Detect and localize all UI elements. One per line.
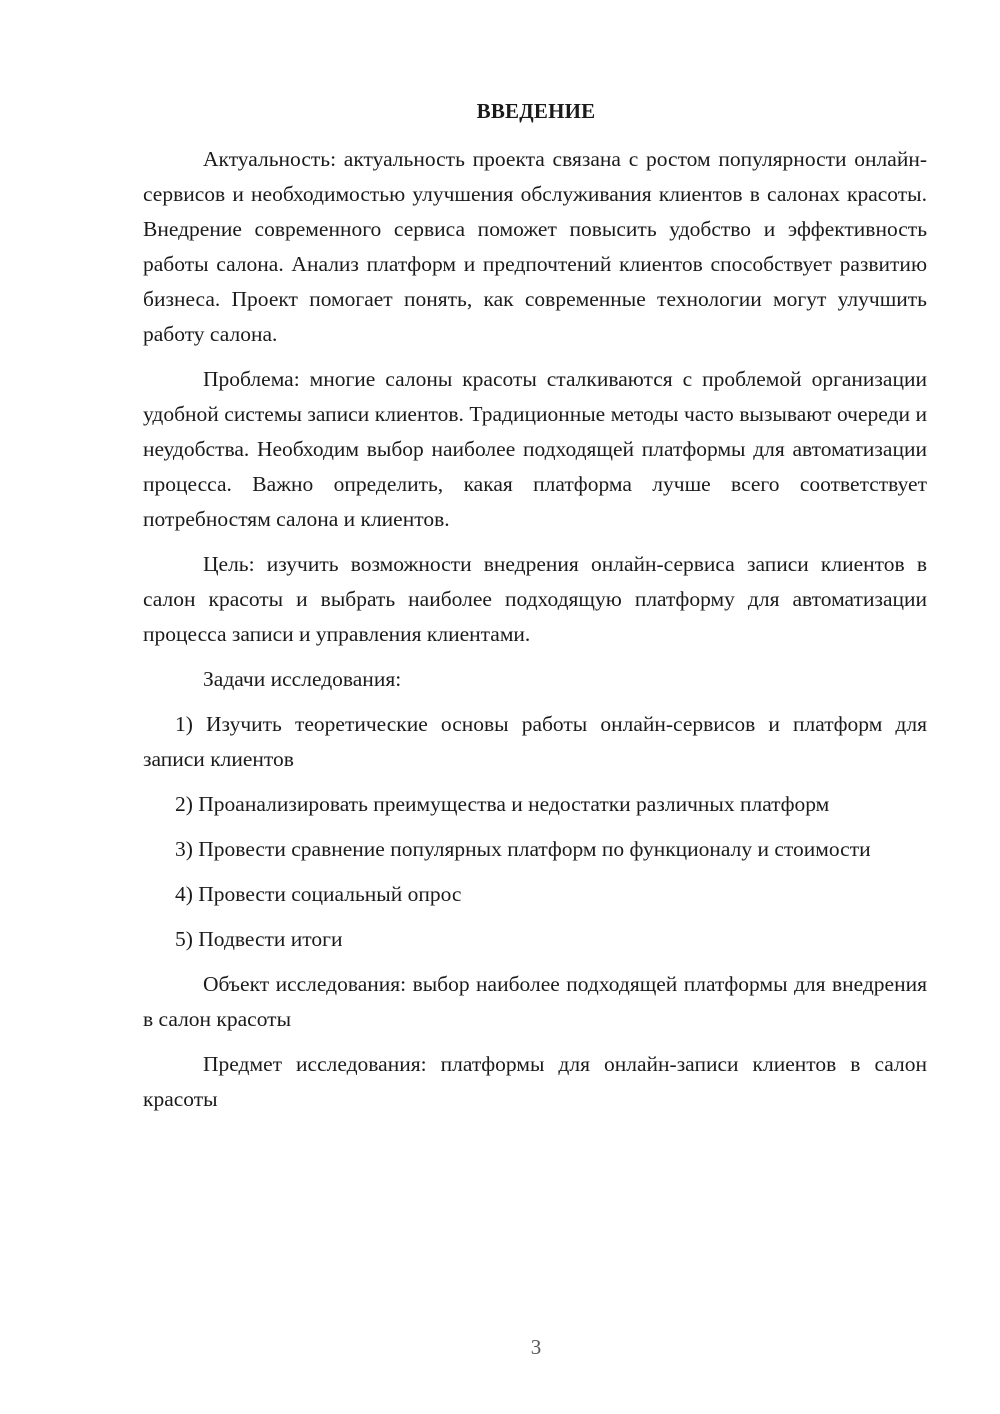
goal-paragraph: Цель: изучить возможности внедрения онлайн-сервиса записи клиентов в салон красоты и выбрать наиболее подходящую платформу для автоматизации процесса записи и управления клиентами. [143, 552, 927, 646]
task-item-4: 4) Провести социальный опрос [175, 882, 462, 906]
task-item-5: 5) Подвести итоги [175, 927, 343, 951]
relevance-paragraph: Актуальность: актуальность проекта связана с ростом популярности онлайн-сервисов и необходимостью улучшения обслуживания клиентов в салонах красоты. Внедрение современного сервиса поможет повысить удобство и эффективность работы салона. Анализ платформ и предпочтений клиентов способствует развитию бизнеса. Проект помогает понять, как современные технологии могут улучшить работу салона. [143, 147, 927, 346]
subject-paragraph: Предмет исследования: платформы для онлайн-записи клиентов в салон красоты [143, 1052, 927, 1111]
task-item-3: 3) Провести сравнение популярных платформ по функционалу и стоимости [175, 837, 871, 861]
page-number: 3 [530, 1335, 542, 1359]
tasks-heading: Задачи исследования: [203, 667, 402, 691]
object-paragraph: Объект исследования: выбор наиболее подходящей платформы для внедрения в салон красоты [143, 972, 927, 1031]
page-title: ВВЕДЕНИЕ [476, 99, 596, 123]
task-item-2: 2) Проанализировать преимущества и недостатки различных платформ [175, 792, 830, 816]
task-item-1: 1) Изучить теоретические основы работы онлайн-сервисов и платформ для записи клиентов [143, 712, 927, 771]
document-body [143, 142, 927, 1127]
problem-paragraph: Проблема: многие салоны красоты сталкиваются с проблемой организации удобной системы записи клиентов. Традиционные методы часто вызывают очереди и неудобства. Необходим выбор наиболее подходящей платформы для автоматизации процесса. Важно определить, какая платформа лучше всего соответствует потребностям салона и клиентов. [143, 367, 927, 531]
